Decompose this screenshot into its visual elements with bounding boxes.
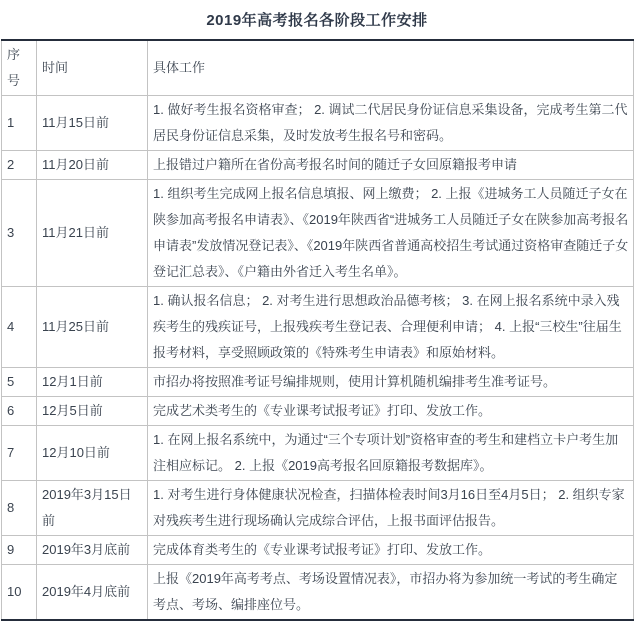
table-row: [2, 151, 634, 180]
row-number-cell: 5: [2, 368, 37, 397]
work-cell: 1. 确认报名信息； 2. 对考生进行思想政治品德考核； 3. 在网上报名系统中录入残疾考生的残疾证号，上报残疾考生登记表、合理便利申请； 4. 上报“三校生”往届生报考材料，享受照顾政策的《特殊考生申请表》和原始材料。: [148, 287, 634, 368]
row-number-cell: 8: [2, 481, 37, 536]
work-cell: 1. 在网上报名系统中，为通过“三个专项计划”资格审查的考生和建档立卡户考生加注相应标记。 2. 上报《2019高考报名回原籍报考数据库》。: [148, 426, 634, 481]
table-row: [2, 368, 634, 397]
page-title: 2019年高考报名各阶段工作安排: [206, 12, 428, 29]
work-cell: 1. 对考生进行身体健康状况检查，扫描体检表时间3月16日至4月5日； 2. 组织专家对残疾考生进行现场确认完成综合评估，上报书面评估报告。: [148, 481, 634, 536]
row-number-cell: 6: [2, 397, 37, 426]
table-row: [2, 180, 634, 287]
time-cell: 11月21日前: [37, 180, 148, 287]
row-number-cell: 1: [2, 96, 37, 151]
time-cell: 12月5日前: [37, 397, 148, 426]
time-cell: 11月15日前: [37, 96, 148, 151]
time-cell: 11月25日前: [37, 287, 148, 368]
work-cell: 完成体育类考生的《专业课考试报考证》打印、发放工作。: [148, 536, 634, 565]
row-number-cell: 9: [2, 536, 37, 565]
table-row: [2, 96, 634, 151]
work-cell: 1. 做好考生报名资格审查； 2. 调试二代居民身份证信息采集设备，完成考生第二代居民身份证信息采集，及时发放考生报名号和密码。: [148, 96, 634, 151]
row-number-cell: 3: [2, 180, 37, 287]
row-number-cell: 10: [2, 565, 37, 621]
row-number-cell: 2: [2, 151, 37, 180]
work-cell: 上报错过户籍所在省份高考报名时间的随迁子女回原籍报考申请: [148, 151, 634, 180]
time-cell: 2019年3月15日前: [37, 481, 148, 536]
work-cell: 1. 组织考生完成网上报名信息填报、网上缴费； 2. 上报《进城务工人员随迁子女在陕参加高考报名申请表》、《2019年陕西省“进城务工人员随迁子女在陕参加高考报名申请表”发放情况登记表》、《2019年陕西省普通高校招生考试通过资格审查随迁子女登记汇总表》、《户籍由外省迁入考生名单》。: [148, 180, 634, 287]
work-cell: 完成艺术类考生的《专业课考试报考证》打印、发放工作。: [148, 397, 634, 426]
col-header-time: 时间: [37, 40, 148, 96]
row-number-cell: 4: [2, 287, 37, 368]
time-cell: 2019年4月底前: [37, 565, 148, 621]
schedule-table: [1, 39, 634, 621]
time-cell: 11月20日前: [37, 151, 148, 180]
col-header-index: 序号: [2, 40, 37, 96]
table-row: [2, 397, 634, 426]
row-number-cell: 7: [2, 426, 37, 481]
work-cell: 市招办将按照准考证号编排规则，使用计算机随机编排考生准考证号。: [148, 368, 634, 397]
time-cell: 2019年3月底前: [37, 536, 148, 565]
table-row: [2, 481, 634, 536]
table-row: [2, 565, 634, 621]
time-cell: 12月1日前: [37, 368, 148, 397]
table-row: [2, 426, 634, 481]
table-header-row: [2, 40, 634, 96]
time-cell: 12月10日前: [37, 426, 148, 481]
work-cell: 上报《2019年高考考点、考场设置情况表》，市招办将为参加统一考试的考生确定考点、考场、编排座位号。: [148, 565, 634, 621]
table-row: [2, 287, 634, 368]
col-header-work: 具体工作: [148, 40, 634, 96]
table-row: [2, 536, 634, 565]
